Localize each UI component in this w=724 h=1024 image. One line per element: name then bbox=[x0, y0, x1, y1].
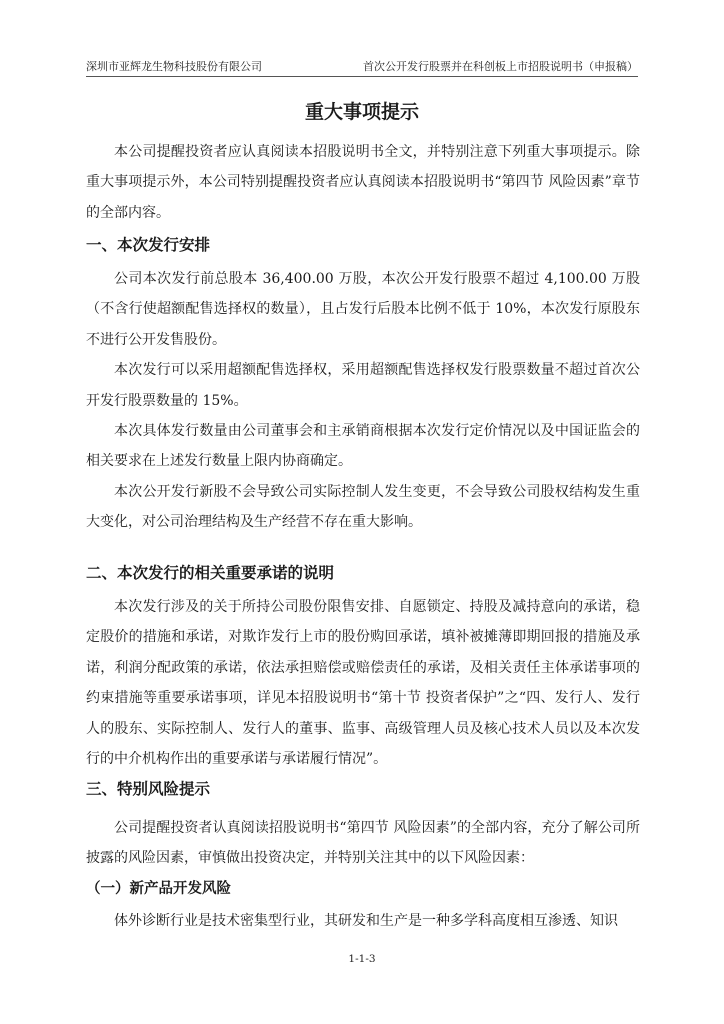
section-paragraph: 本次发行涉及的关于所持公司股份限售安排、自愿锁定、持股及减持意向的承诺，稳定股价的措施和承诺，对欺诈发行上市的股份购回承诺，填补被摊薄即期回报的措施及承诺，利润分配政策的承诺，依法承担赔偿或赔偿责任的承诺，及相关责任主体承诺事项的约束措施等重要承诺事项，详见本招股说明书“第十节 投资者保护”之“四、发行人、发行人的股东、实际控制人、发行人的董事、监事、高级管理人员及核心技术人员以及本次发行的中介机构作出的重要承诺与承诺履行情况”。 bbox=[86, 599, 640, 768]
section-1-heading-block bbox=[86, 233, 640, 255]
header-document-title: 首次公开发行股票并在科创板上市招股说明书（申报稿） bbox=[363, 60, 638, 73]
subsection-body bbox=[86, 906, 640, 936]
section-3-body bbox=[86, 813, 640, 874]
subsection-heading-block bbox=[86, 877, 640, 898]
intro-paragraph: 本公司提醒投资者应认真阅读本招股说明书全文，并特别注意下列重大事项提示。除重大事项提示外，本公司特别提醒投资者应认真阅读本招股说明书“第四节 风险因素”章节的全部内容。 bbox=[86, 144, 640, 221]
subsection-heading: （一）新产品开发风险 bbox=[86, 881, 231, 897]
section-1-body bbox=[86, 264, 640, 538]
header-rule bbox=[86, 76, 638, 77]
section-3-heading-block bbox=[86, 777, 640, 799]
section-paragraph: 公司本次发行前总股本 36,400.00 万股，本次公开发行股票不超过 4,100.00 万股（不含行使超额配售选择权的数量），且占发行后股本比例不低于 10%，本次发行原股东不进行公开发售股份。 bbox=[86, 271, 640, 348]
section-heading: 一、本次发行安排 bbox=[86, 236, 211, 254]
section-2-heading-block bbox=[86, 561, 640, 583]
section-2-body bbox=[86, 592, 640, 774]
section-paragraph: 本次发行可以采用超额配售选择权，采用超额配售选择权发行股票数量不超过首次公开发行股票数量的 15%。 bbox=[86, 362, 640, 409]
section-heading: 三、特别风险提示 bbox=[86, 780, 211, 798]
page-number: 1-1-3 bbox=[348, 953, 376, 965]
subsection-paragraph: 体外诊断行业是技术密集型行业，其研发和生产是一种多学科高度相互渗透、知识 bbox=[114, 913, 618, 929]
header-company-name: 深圳市亚辉龙生物科技股份有限公司 bbox=[86, 60, 262, 73]
section-heading: 二、本次发行的相关重要承诺的说明 bbox=[86, 564, 335, 582]
intro-block bbox=[86, 137, 640, 228]
section-paragraph: 公司提醒投资者认真阅读招股说明书“第四节 风险因素”的全部内容，充分了解公司所披露的风险因素，审慎做出投资决定，并特别关注其中的以下风险因素： bbox=[86, 820, 640, 867]
page-title: 重大事项提示 bbox=[304, 101, 419, 123]
section-paragraph: 本次具体发行数量由公司董事会和主承销商根据本次发行定价情况以及中国证监会的相关要求在上述发行数量上限内协商确定。 bbox=[86, 423, 640, 470]
running-header bbox=[86, 58, 638, 76]
section-paragraph: 本次公开发行新股不会导致公司实际控制人发生变更，不会导致公司股权结构发生重大变化，对公司治理结构及生产经营不存在重大影响。 bbox=[86, 483, 640, 531]
